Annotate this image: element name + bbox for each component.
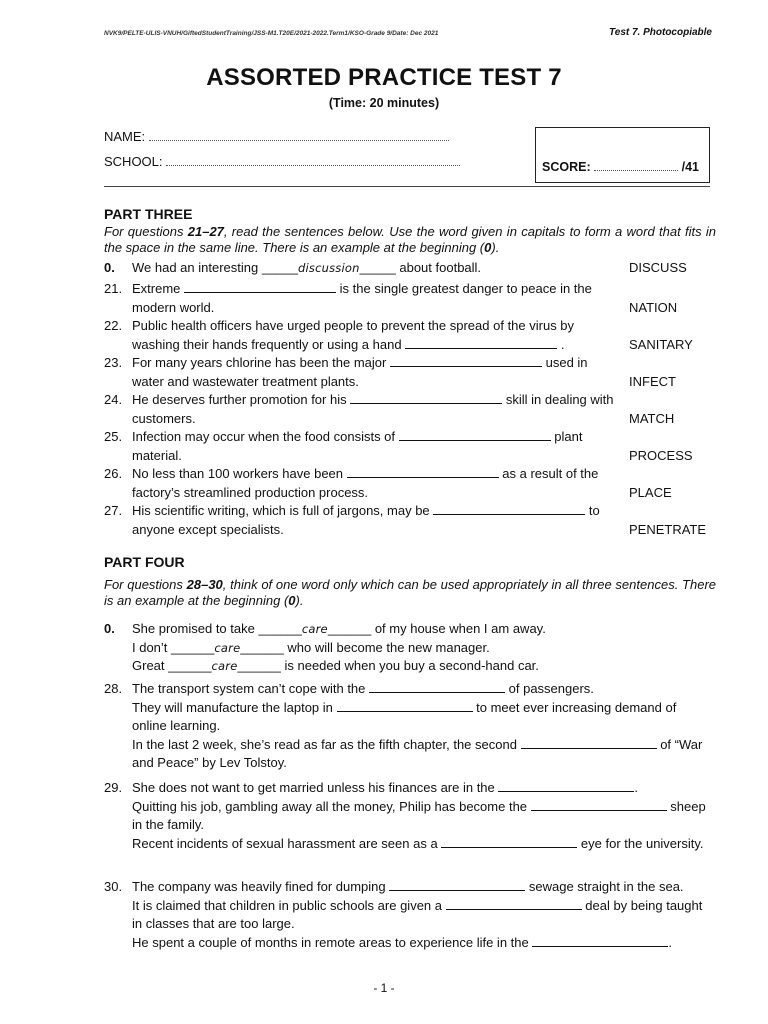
example-answer: discussion bbox=[298, 261, 360, 275]
question-29 bbox=[104, 779, 716, 853]
sentence-text: . bbox=[560, 336, 565, 352]
question-number: 24. bbox=[104, 392, 123, 407]
sentence-text: skill in dealing with customers. bbox=[132, 392, 614, 426]
sentence-text: to anyone except specialists. bbox=[132, 503, 600, 537]
stem-word: PROCESS bbox=[629, 447, 693, 463]
example-number: 0 bbox=[484, 240, 492, 255]
part-three-instructions bbox=[104, 224, 716, 256]
instr-text: , read the sentences below. Use the word given in capitals to form a word that fits in the space in the same line. There is an example at the beginning ( bbox=[104, 224, 717, 255]
sentence-text: . bbox=[634, 780, 639, 795]
school-field[interactable] bbox=[104, 154, 460, 169]
question-number: 0. bbox=[104, 621, 115, 636]
sentence-text: deal by being taught in classes that are too large. bbox=[132, 897, 703, 931]
question-number: 0. bbox=[104, 260, 115, 275]
sentence-text: is the single greatest danger to peace in the modern world. bbox=[132, 281, 592, 315]
instr-text: ). bbox=[295, 593, 304, 608]
sentence-text: She does not want to get married unless his finances are in the bbox=[132, 780, 495, 795]
answer-blank[interactable] bbox=[390, 354, 542, 367]
question-23 bbox=[104, 354, 716, 391]
answer-blank[interactable] bbox=[498, 779, 634, 792]
sentence-text: plant material. bbox=[132, 429, 583, 463]
instr-text: , think of one word only which can be used appropriately in all three sentences. There is an example at the beginning ( bbox=[104, 577, 716, 608]
sentence-text: Infection may occur when the food consists of bbox=[132, 429, 396, 444]
sentence-text: He deserves further promotion for his bbox=[132, 392, 347, 407]
page-number: - 1 - bbox=[373, 981, 395, 995]
answer-blank[interactable] bbox=[405, 336, 557, 349]
instr-text: ). bbox=[491, 240, 500, 255]
question-range: 28–30 bbox=[186, 577, 223, 592]
stem-word: INFECT bbox=[629, 373, 676, 389]
sentence-text: sewage straight in the sea. bbox=[528, 879, 684, 894]
sentence-text: ______ who will become the new manager. bbox=[240, 639, 490, 655]
sentence-text: She promised to take ______ bbox=[132, 621, 302, 636]
sentence-text: Public health officers have urged people to prevent the spread of the virus by washing their hands frequently or using a hand bbox=[132, 318, 575, 352]
sentence-text: Recent incidents of sexual harassment are seen as a bbox=[132, 835, 438, 851]
stem-word: MATCH bbox=[629, 410, 675, 426]
sentence-text: The transport system can’t cope with the bbox=[132, 681, 366, 696]
page-title: ASSORTED PRACTICE TEST 7 bbox=[206, 64, 562, 91]
answer-blank[interactable] bbox=[184, 280, 336, 293]
question-number: 22. bbox=[104, 318, 123, 333]
stem-word: PLACE bbox=[629, 484, 672, 500]
question-range: 21–27 bbox=[187, 224, 224, 239]
answer-blank[interactable] bbox=[337, 699, 473, 712]
school-label: SCHOOL: bbox=[104, 154, 163, 169]
part-four-example bbox=[104, 620, 716, 676]
sentence-text: Great ______ bbox=[132, 658, 212, 673]
question-number: 28. bbox=[104, 681, 123, 696]
instr-text: For questions bbox=[104, 577, 187, 592]
question-number: 21. bbox=[104, 281, 123, 296]
sentence-text: He spent a couple of months in remote areas to experience life in the bbox=[132, 934, 529, 950]
score-total: /41 bbox=[681, 160, 699, 174]
example-number: 0 bbox=[288, 593, 296, 608]
question-28 bbox=[104, 680, 716, 773]
answer-blank[interactable] bbox=[389, 878, 525, 891]
stem-word: NATION bbox=[629, 299, 678, 315]
question-number: 29. bbox=[104, 780, 123, 795]
example-answer: care bbox=[214, 640, 241, 655]
header-divider bbox=[104, 186, 710, 187]
sentence-text: ______ is needed when you buy a second-hand car. bbox=[237, 658, 539, 673]
example-answer: care bbox=[301, 622, 328, 636]
sentence-text: It is claimed that children in public schools are given a bbox=[132, 897, 442, 913]
sentence-text: Extreme bbox=[132, 281, 181, 296]
question-30 bbox=[104, 878, 716, 952]
sentence-text: eye for the university. bbox=[580, 835, 704, 851]
answer-blank[interactable] bbox=[532, 934, 668, 947]
question-number: 26. bbox=[104, 466, 123, 481]
question-24 bbox=[104, 391, 716, 428]
score-label: SCORE: bbox=[542, 160, 591, 174]
part-four-heading: PART FOUR bbox=[104, 554, 185, 570]
answer-blank[interactable] bbox=[369, 680, 505, 693]
stem-word: DISCUSS bbox=[629, 260, 687, 275]
answer-blank[interactable] bbox=[350, 391, 502, 404]
part-three-example bbox=[104, 259, 716, 278]
header-reference: NVK9/PELTE-ULIS-VNUH/GiftedStudentTraining/JSS-M1.T20E/2021-2022.Term1/KSO-Grade 9/Date: Dec 2021 bbox=[104, 30, 439, 37]
time-limit: (Time: 20 minutes) bbox=[328, 96, 440, 110]
sentence-text: . bbox=[668, 934, 672, 950]
sentence-text: In the last 2 week, she’s read as far as the fifth chapter, the second bbox=[132, 736, 517, 752]
sentence-text: No less than 100 workers have been bbox=[132, 466, 344, 481]
answer-blank[interactable] bbox=[433, 502, 585, 515]
question-22 bbox=[104, 317, 716, 354]
stem-word: PENETRATE bbox=[629, 521, 707, 537]
score-line[interactable] bbox=[594, 161, 678, 171]
header-photocopiable: Test 7. Photocopiable bbox=[609, 27, 712, 38]
answer-blank[interactable] bbox=[441, 835, 577, 848]
sentence-text: We had an interesting _____ bbox=[132, 260, 298, 275]
sentence-text: _____ about football. bbox=[359, 260, 482, 275]
sentence-text: sheep in the family. bbox=[132, 798, 706, 832]
question-26 bbox=[104, 465, 716, 502]
answer-blank[interactable] bbox=[399, 428, 551, 441]
question-number: 27. bbox=[104, 503, 123, 518]
stem-word: SANITARY bbox=[629, 336, 693, 352]
score-box bbox=[535, 127, 710, 183]
part-three-heading: PART THREE bbox=[104, 206, 193, 222]
sentence-text: For many years chlorine has been the major bbox=[132, 355, 387, 370]
answer-blank[interactable] bbox=[446, 897, 582, 910]
name-field[interactable] bbox=[104, 129, 449, 144]
sentence-text: The company was heavily fined for dumping bbox=[132, 879, 386, 894]
sentence-text: His scientific writing, which is full of jargons, may be bbox=[132, 503, 430, 518]
question-number: 25. bbox=[104, 429, 123, 444]
school-line[interactable] bbox=[166, 155, 460, 166]
instr-text: For questions bbox=[104, 224, 188, 239]
question-21 bbox=[104, 280, 716, 317]
sentence-text: of passengers. bbox=[508, 681, 594, 696]
sentence-text: They will manufacture the laptop in bbox=[132, 699, 333, 715]
question-number: 23. bbox=[104, 355, 123, 370]
question-number: 30. bbox=[104, 879, 123, 894]
sentence-text: used in water and wastewater treatment plants. bbox=[132, 355, 588, 389]
sentence-text: as a result of the factory’s streamlined production process. bbox=[132, 466, 599, 500]
answer-blank[interactable] bbox=[521, 736, 657, 749]
answer-blank[interactable] bbox=[347, 465, 499, 478]
sentence-text: I don’t ______ bbox=[132, 639, 215, 655]
sentence-text: Quitting his job, gambling away all the money, Philip has become the bbox=[132, 798, 528, 814]
name-line[interactable] bbox=[149, 130, 449, 141]
part-four-instructions bbox=[104, 577, 716, 609]
answer-blank[interactable] bbox=[531, 798, 667, 811]
example-answer: care bbox=[211, 659, 238, 673]
sentence-text: of “War and Peace” by Lev Tolstoy. bbox=[132, 736, 703, 770]
sentence-text: ______ of my house when I am away. bbox=[327, 621, 546, 636]
score-row bbox=[542, 160, 699, 174]
question-27 bbox=[104, 502, 716, 539]
sentence-text: to meet ever increasing demand of online learning. bbox=[132, 699, 677, 733]
name-label: NAME: bbox=[104, 129, 146, 144]
question-25 bbox=[104, 428, 716, 465]
